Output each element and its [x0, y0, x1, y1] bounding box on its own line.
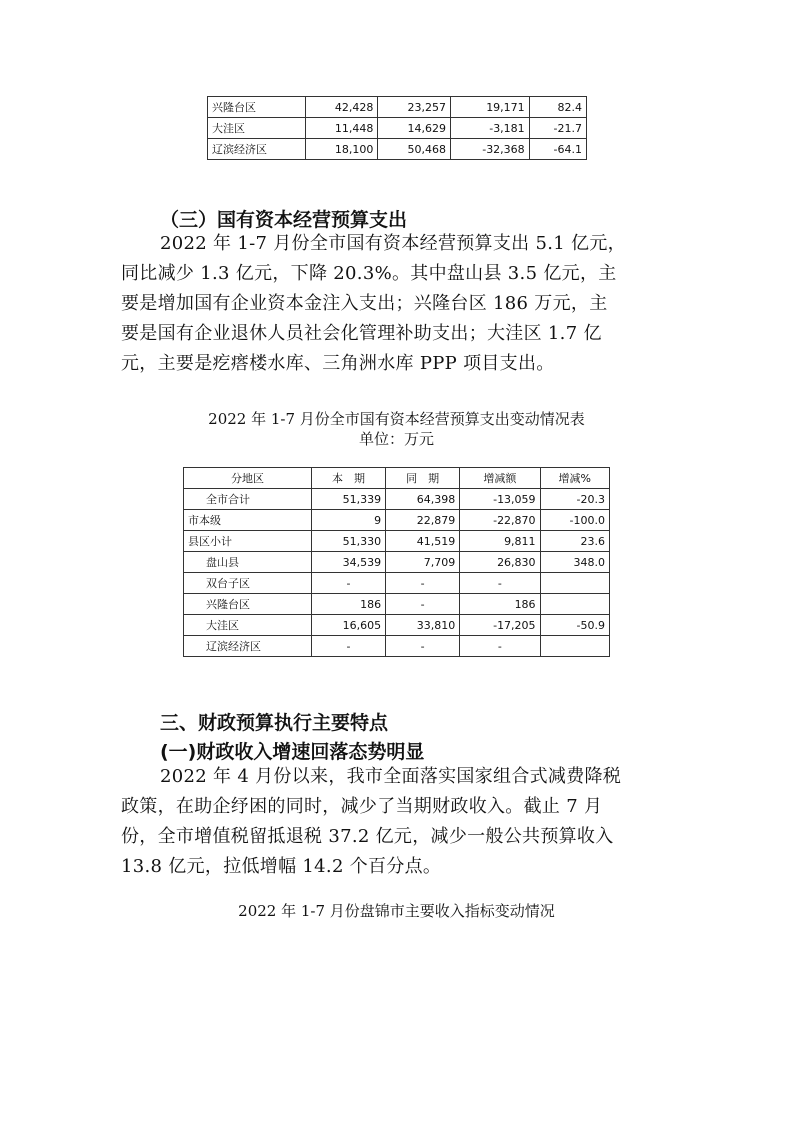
value-cell: -32,368 [451, 139, 530, 160]
table2 [183, 467, 610, 657]
part3-heading: 三、财政预算执行主要特点 [160, 712, 389, 734]
region-cell: 双台子区 [184, 573, 312, 594]
value-cell: -13,059 [460, 489, 540, 510]
value-cell: 42,428 [305, 97, 378, 118]
value-cell: 23.6 [540, 531, 609, 552]
value-cell: 51,339 [311, 489, 385, 510]
section3-heading: （三）国有资本经营预算支出 [160, 209, 408, 231]
region-cell: 县区小计 [184, 531, 312, 552]
value-cell [540, 636, 609, 657]
column-header: 增减% [540, 468, 609, 489]
value-cell: 26,830 [460, 552, 540, 573]
para-line: 13.8 亿元，拉低增幅 14.2 个百分点。 [121, 856, 442, 877]
value-cell: 186 [311, 594, 385, 615]
value-cell [540, 594, 609, 615]
value-cell: - [386, 573, 460, 594]
value-cell: 41,519 [386, 531, 460, 552]
table-row [184, 531, 610, 552]
column-header: 本 期 [311, 468, 385, 489]
table-row [208, 97, 587, 118]
table3-caption: 2022 年 1-7 月份盘锦市主要收入指标变动情况 [238, 902, 555, 920]
table-row [184, 573, 610, 594]
region-cell: 辽滨经济区 [184, 636, 312, 657]
value-cell: -22,870 [460, 510, 540, 531]
table-row [184, 615, 610, 636]
table-row [184, 510, 610, 531]
value-cell: - [386, 594, 460, 615]
para-line: 元，主要是疙瘩楼水库、三角洲水库 PPP 项目支出。 [121, 353, 555, 374]
value-cell: 23,257 [378, 97, 451, 118]
para-line: 份，全市增值税留抵退税 37.2 亿元，减少一般公共预算收入 [121, 826, 614, 847]
value-cell: 33,810 [386, 615, 460, 636]
value-cell: - [386, 636, 460, 657]
column-header: 增减额 [460, 468, 540, 489]
value-cell: 19,171 [451, 97, 530, 118]
para-line: 要是国有企业退休人员社会化管理补助支出；大洼区 1.7 亿 [121, 323, 602, 344]
table2-caption: 2022 年 1-7 月份全市国有资本经营预算支出变动情况表 [208, 410, 585, 428]
table-row [184, 636, 610, 657]
value-cell: 64,398 [386, 489, 460, 510]
region-cell: 大洼区 [184, 615, 312, 636]
value-cell: -3,181 [451, 118, 530, 139]
value-cell: -20.3 [540, 489, 609, 510]
region-cell: 市本级 [184, 510, 312, 531]
region-cell: 兴隆台区 [184, 594, 312, 615]
value-cell: - [311, 636, 385, 657]
top-table [207, 96, 587, 160]
value-cell: 22,879 [386, 510, 460, 531]
table-row [208, 139, 587, 160]
value-cell: 51,330 [311, 531, 385, 552]
value-cell: -64.1 [529, 139, 586, 160]
para-line: 政策，在助企纾困的同时，减少了当期财政收入。截止 7 月 [121, 796, 603, 817]
region-cell: 兴隆台区 [208, 97, 306, 118]
value-cell: -100.0 [540, 510, 609, 531]
column-header: 分地区 [184, 468, 312, 489]
value-cell: - [460, 636, 540, 657]
value-cell: 50,468 [378, 139, 451, 160]
value-cell: 348.0 [540, 552, 609, 573]
value-cell: -50.9 [540, 615, 609, 636]
table-row [184, 552, 610, 573]
value-cell: -17,205 [460, 615, 540, 636]
para-line: 2022 年 1-7 月份全市国有资本经营预算支出 5.1 亿元， [160, 233, 626, 254]
para-line: 要是增加国有企业资本金注入支出；兴隆台区 186 万元，主 [121, 293, 608, 314]
table-row [208, 118, 587, 139]
para-line: 同比减少 1.3 亿元，下降 20.3%。其中盘山县 3.5 亿元，主 [121, 263, 617, 284]
column-header: 同 期 [386, 468, 460, 489]
value-cell: 82.4 [529, 97, 586, 118]
table2-unit: 单位：万元 [358, 430, 434, 448]
value-cell: 18,100 [305, 139, 378, 160]
value-cell: - [311, 573, 385, 594]
region-cell: 大洼区 [208, 118, 306, 139]
value-cell: 14,629 [378, 118, 451, 139]
region-cell: 辽滨经济区 [208, 139, 306, 160]
value-cell: 186 [460, 594, 540, 615]
value-cell [540, 573, 609, 594]
value-cell: 34,539 [311, 552, 385, 573]
value-cell: - [460, 573, 540, 594]
value-cell: 9,811 [460, 531, 540, 552]
value-cell: 9 [311, 510, 385, 531]
value-cell: 11,448 [305, 118, 378, 139]
region-cell: 盘山县 [184, 552, 312, 573]
value-cell: 16,605 [311, 615, 385, 636]
table-row [184, 594, 610, 615]
region-cell: 全市合计 [184, 489, 312, 510]
part3-subheading: (一)财政收入增速回落态势明显 [160, 741, 425, 763]
value-cell: 7,709 [386, 552, 460, 573]
value-cell: -21.7 [529, 118, 586, 139]
table-row [184, 489, 610, 510]
para-line: 2022 年 4 月份以来，我市全面落实国家组合式减费降税 [160, 766, 622, 787]
